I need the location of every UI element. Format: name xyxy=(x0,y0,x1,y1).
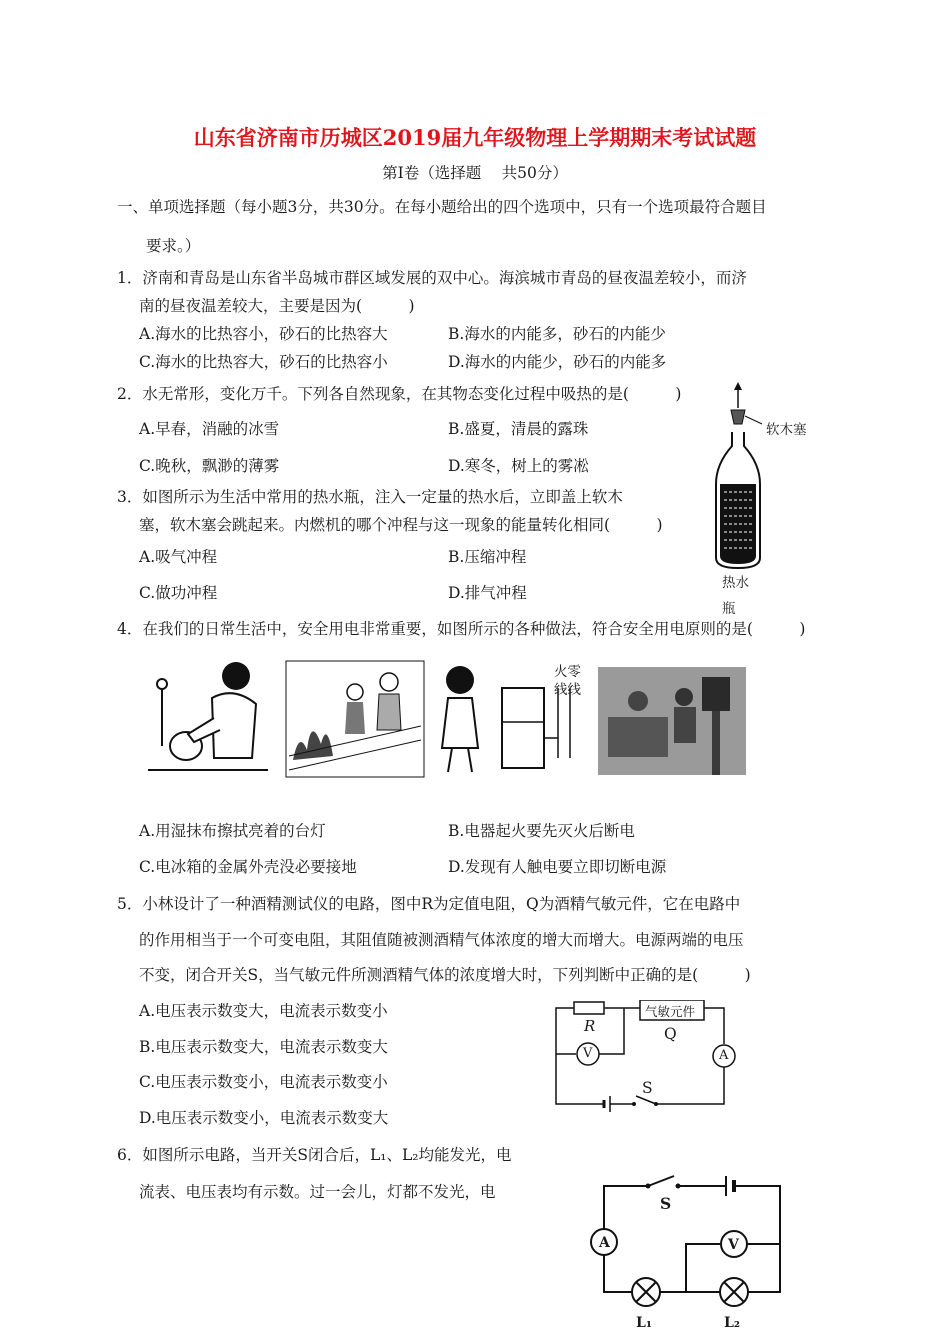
two-lamp-circuit xyxy=(586,1172,792,1332)
q5-option-a[interactable]: A.电压表示数变大，电流表示数变小 xyxy=(139,1002,388,1020)
voltmeter-label: V xyxy=(583,1046,593,1061)
ammeter-label: A xyxy=(719,1048,729,1063)
q1-stem-line1: 1．济南和青岛是山东省半岛城市群区域发展的双中心。海滨城市青岛的昼夜温差较小，而济 xyxy=(117,269,747,287)
q4-stem: 4．在我们的日常生活中，安全用电非常重要，如图所示的各种做法，符合安全用电原则的是( ) xyxy=(117,620,806,638)
q4-option-a[interactable]: A.用湿抹布擦拭亮着的台灯 xyxy=(139,822,326,840)
q6-voltmeter-label: V xyxy=(728,1237,739,1253)
q5-stem-line3: 不变，闭合开关S，当气敏元件所测酒精气体的浓度增大时，下列判断中正确的是( ) xyxy=(139,966,751,984)
section-heading: 一、单项选择题（每小题3分，共30分。在每小题给出的四个选项中，只有一个选项最符合题目 xyxy=(117,198,767,216)
q6-ammeter-label: A xyxy=(599,1235,610,1251)
q1-option-b[interactable]: B.海水的内能多，砂石的内能少 xyxy=(448,325,666,343)
q3-option-a[interactable]: A.吸气冲程 xyxy=(139,548,218,566)
section-heading-cont: 要求。） xyxy=(146,237,201,255)
q1-option-d[interactable]: D.海水的内能少，砂石的内能多 xyxy=(448,353,667,371)
q1-option-c[interactable]: C.海水的比热容大，砂石的比热容小 xyxy=(139,353,388,371)
q5-stem-line2: 的作用相当于一个可变电阻，其阻值随被测酒精气体浓度的增大而增大。电源两端的电压 xyxy=(139,931,744,949)
resistor-label: R xyxy=(584,1017,596,1035)
illustration-fire xyxy=(285,660,425,778)
sensor-q-label: Q xyxy=(664,1025,677,1043)
q3-option-d[interactable]: D.排气冲程 xyxy=(448,584,527,602)
q3-stem-line2: 塞，软木塞会跳起来。内燃机的哪个冲程与这一现象的能量转化相同( ) xyxy=(139,516,663,534)
illustration-desk-lamp xyxy=(148,658,268,778)
q4-option-b[interactable]: B.电器起火要先灭火后断电 xyxy=(448,822,635,840)
thermos-caption-2: 瓶 xyxy=(722,601,736,617)
q6-switch-label: S xyxy=(660,1194,672,1213)
lamp-l1-label: L₁ xyxy=(636,1315,652,1331)
q5-stem-line1: 5．小林设计了一种酒精测试仪的电路，图中R为定值电阻，Q为酒精气敏元件，它在电路中 xyxy=(117,895,741,913)
sensor-label: 气敏元件 xyxy=(645,1004,696,1019)
paper-subtitle: 第Ⅰ卷（选择题 共50分） xyxy=(382,164,568,182)
q5-option-d[interactable]: D.电压表示数变小，电流表示数变大 xyxy=(139,1109,389,1127)
q6-stem-line2: 流表、电压表均有示数。过一会儿，灯都不发光，电 xyxy=(139,1183,496,1201)
q2-option-d[interactable]: D.寒冬，树上的雾凇 xyxy=(448,457,589,475)
wire-label-bottom: 线线 xyxy=(554,682,581,698)
q4-option-d[interactable]: D.发现有人触电要立即切断电源 xyxy=(448,858,667,876)
wire-label-top: 火零 xyxy=(554,664,581,680)
q6-stem-line1: 6．如图所示电路，当开关S闭合后，L₁、L₂均能发光，电 xyxy=(117,1146,512,1164)
document-title: 山东省济南市历城区2019届九年级物理上学期期末考试试题 xyxy=(193,125,757,150)
q3-stem-line1: 3．如图所示为生活中常用的热水瓶，注入一定量的热水后，立即盖上软木 xyxy=(117,488,623,506)
q4-option-c[interactable]: C.电冰箱的金属外壳没必要接地 xyxy=(139,858,357,876)
q3-option-c[interactable]: C.做功冲程 xyxy=(139,584,218,602)
q3-option-b[interactable]: B.压缩冲程 xyxy=(448,548,527,566)
q5-option-b[interactable]: B.电压表示数变大，电流表示数变大 xyxy=(139,1038,388,1056)
illustration-electric-shock xyxy=(598,667,746,775)
lamp-l2-label: L₂ xyxy=(724,1315,740,1331)
thermos-caption-1: 热水 xyxy=(722,575,749,591)
q1-option-a[interactable]: A.海水的比热容小，砂石的比热容大 xyxy=(139,325,388,343)
q2-option-c[interactable]: C.晚秋，飘渺的薄雾 xyxy=(139,457,280,475)
cork-label: 软木塞 xyxy=(766,422,807,438)
switch-label: S xyxy=(642,1079,653,1097)
q5-option-c[interactable]: C.电压表示数变小，电流表示数变小 xyxy=(139,1073,388,1091)
q2-option-b[interactable]: B.盛夏，清晨的露珠 xyxy=(448,420,589,438)
thermos-figure xyxy=(700,380,840,620)
q2-stem: 2．水无常形，变化万千。下列各自然现象，在其物态变化过程中吸热的是( ) xyxy=(117,385,682,403)
q2-option-a[interactable]: A.早春，消融的冰雪 xyxy=(139,420,280,438)
q1-stem-line2: 南的昼夜温差较大，主要是因为( ) xyxy=(139,297,415,315)
